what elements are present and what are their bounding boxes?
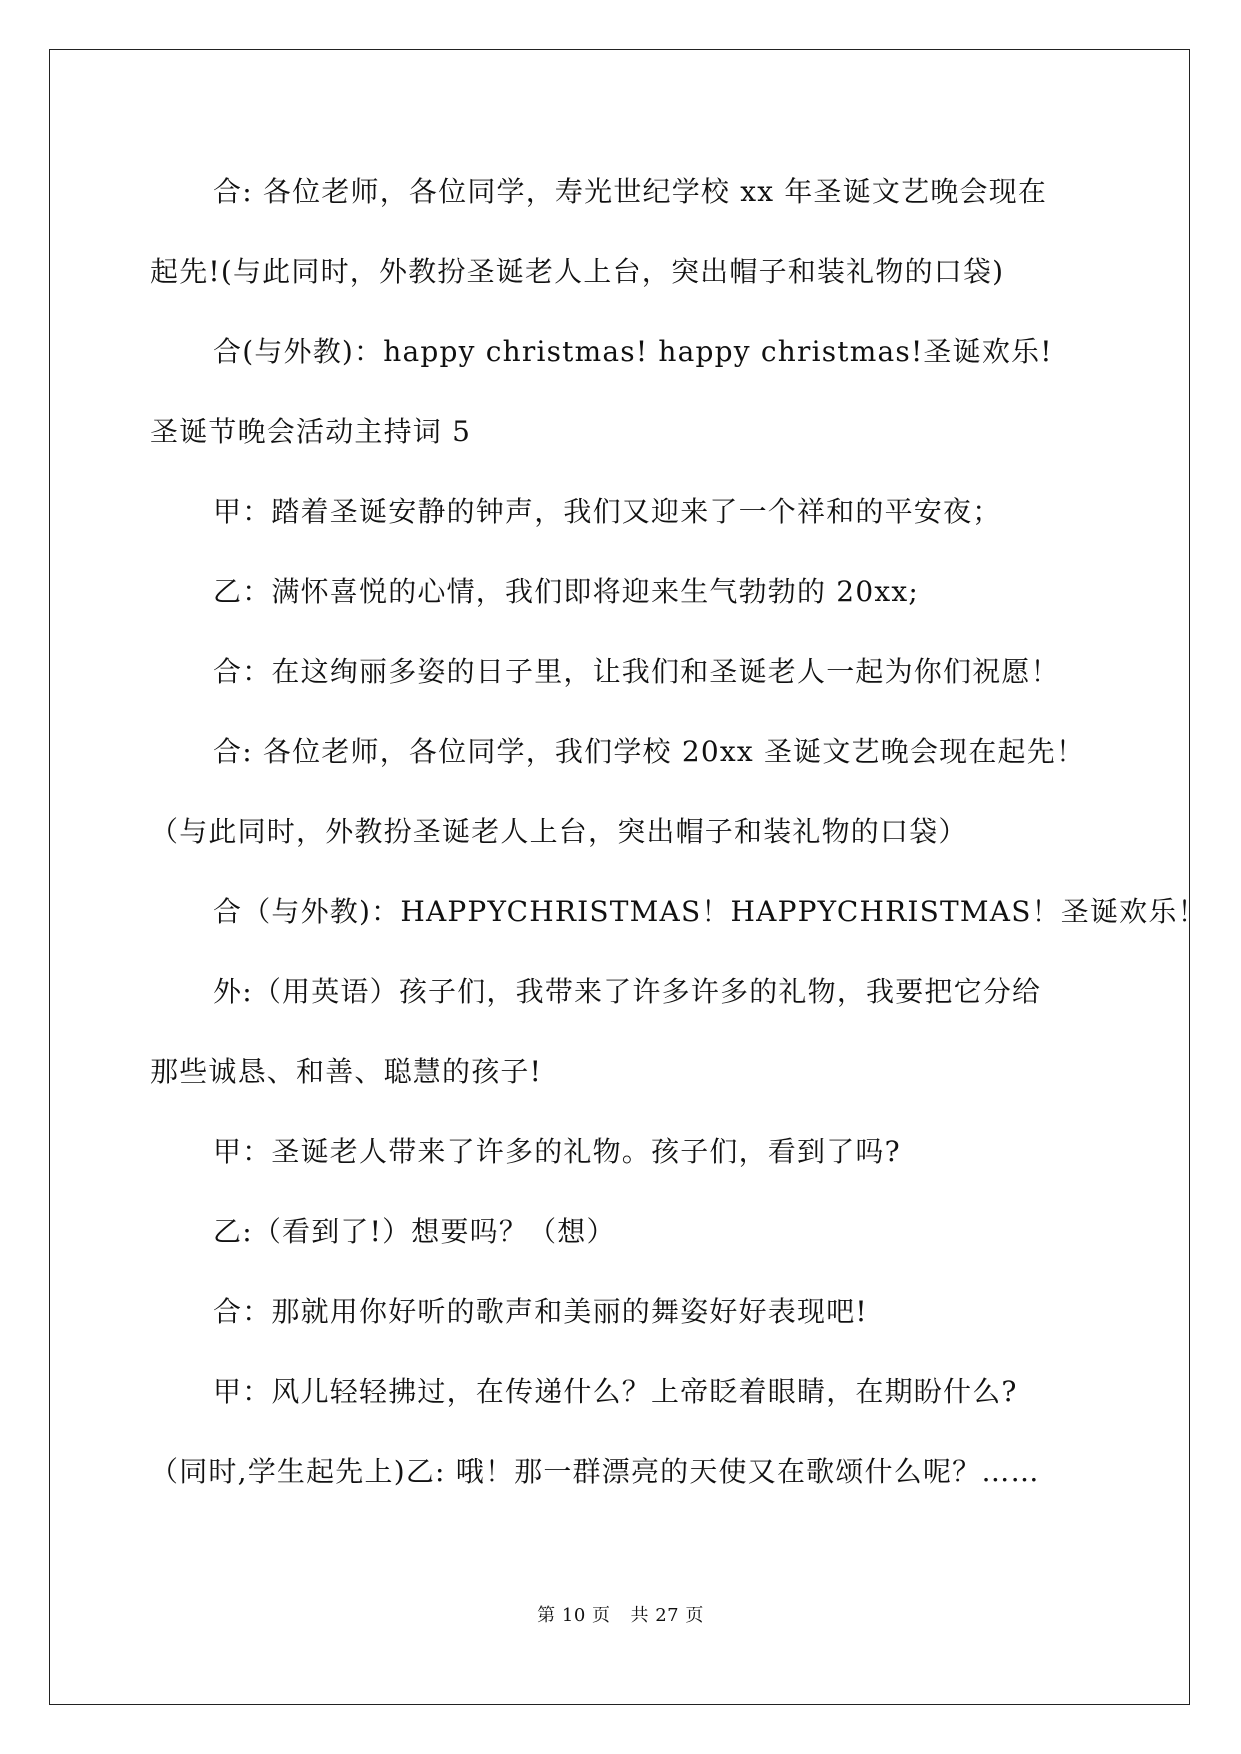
paragraph-3: 合(与外教)：happy christmas! happy christmas!圣诞欢乐! <box>213 335 1053 368</box>
paragraph-9: （与此同时，外教扮圣诞老人上台，突出帽子和装礼物的口袋） <box>150 815 968 848</box>
paragraph-6: 乙：满怀喜悦的心情，我们即将迎来生气勃勃的 20xx; <box>213 575 919 608</box>
paragraph-11: 外:（用英语）孩子们，我带来了许多许多的礼物，我要把它分给 <box>213 975 1042 1008</box>
paragraph-2: 起先!(与此同时，外教扮圣诞老人上台，突出帽子和装礼物的口袋) <box>150 255 1005 288</box>
paragraph-13: 甲：圣诞老人带来了许多的礼物。孩子们，看到了吗? <box>213 1135 901 1168</box>
paragraph-16: 甲：风儿轻轻拂过，在传递什么？上帝眨着眼睛，在期盼什么? <box>213 1375 1018 1408</box>
section-heading: 圣诞节晚会活动主持词 5 <box>150 415 472 448</box>
paragraph-17: （同时,学生起先上)乙: 哦！那一群漂亮的天使又在歌颂什么呢？…… <box>150 1455 1040 1488</box>
page-number: 第 10 页 <box>537 1605 611 1626</box>
page-footer <box>0 1604 1241 1628</box>
paragraph-14: 乙:（看到了!）想要吗？（想） <box>213 1215 616 1248</box>
paragraph-1: 合: 各位老师，各位同学，寿光世纪学校 xx 年圣诞文艺晚会现在 <box>213 175 1048 208</box>
paragraph-8: 合: 各位老师，各位同学，我们学校 20xx 圣诞文艺晚会现在起先！ <box>213 735 1086 768</box>
paragraph-15: 合：那就用你好听的歌声和美丽的舞姿好好表现吧! <box>213 1295 868 1328</box>
paragraph-12: 那些诚恳、和善、聪慧的孩子! <box>150 1055 543 1088</box>
paragraph-5: 甲：踏着圣诞安静的钟声，我们又迎来了一个祥和的平安夜； <box>213 495 1002 528</box>
paragraph-10: 合（与外教)：HAPPYCHRISTMAS！HAPPYCHRISTMAS！圣诞欢乐！ <box>213 895 1207 928</box>
page-total: 共 27 页 <box>630 1605 704 1626</box>
paragraph-7: 合：在这绚丽多姿的日子里，让我们和圣诞老人一起为你们祝愿！ <box>213 655 1060 688</box>
